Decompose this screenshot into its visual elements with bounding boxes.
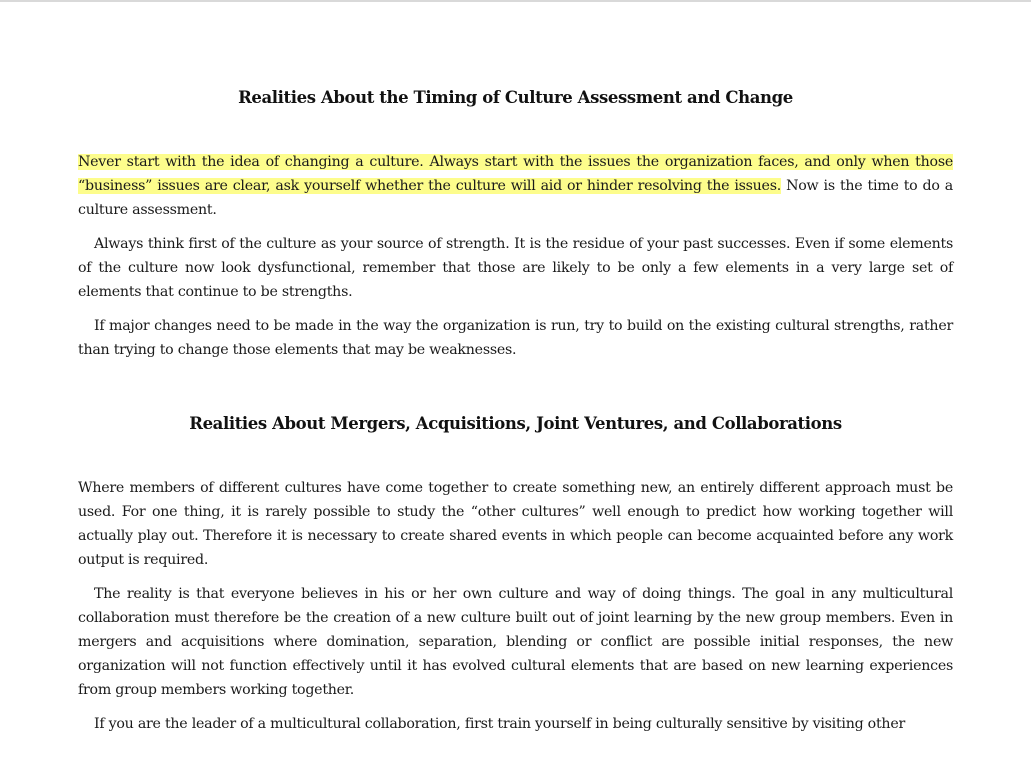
paragraph-mergers-1: Where members of different cultures have come together to create something new, an entirely different approach must be used. For one thing, it is rarely possible to study the “other cultures” well enough to predict how working together will actually play out. Therefore it is necessary to create shared events in which people can become acquainted before any work output is required. — [78, 480, 953, 568]
paragraph-timing-2: Always think first of the culture as your source of strength. It is the residue of your past successes. Even if some elements of the culture now look dysfunctional, remember that those are likely to be only a few elements in a very large set of elements that continue to be strengths. — [78, 236, 953, 300]
paragraph-timing-3: If major changes need to be made in the way the organization is run, try to build on the existing cultural strengths, rather than trying to change those elements that may be weaknesses. — [78, 318, 953, 358]
section-heading-mergers: Realities About Mergers, Acquisitions, Joint Ventures, and Collaborations — [189, 414, 842, 433]
paragraph-timing-1 — [78, 150, 953, 222]
document-page — [78, 0, 953, 736]
paragraph-text: Now is the time to do a culture assessment. — [78, 178, 953, 218]
highlighted-text[interactable]: Never start with the idea of changing a culture. Always start with the issues the organization faces, and only when those “business” issues are clear, ask yourself whether the culture will aid or hinder resolving the issues. — [78, 154, 953, 194]
paragraph-mergers-2: The reality is that everyone believes in his or her own culture and way of doing things. The goal in any multicultural collaboration must therefore be the creation of a new culture built out of joint learning by the new group members. Even in mergers and acquisitions where domination, separation, blending or conflict are possible initial responses, the new organization will not function effectively until it has evolved cultural elements that are based on new learning experiences from group members working together. — [78, 586, 953, 698]
section-heading-timing: Realities About the Timing of Culture Assessment and Change — [238, 88, 793, 107]
paragraph-mergers-3: If you are the leader of a multicultural collaboration, first train yourself in being culturally sensitive by visiting other — [94, 716, 905, 732]
